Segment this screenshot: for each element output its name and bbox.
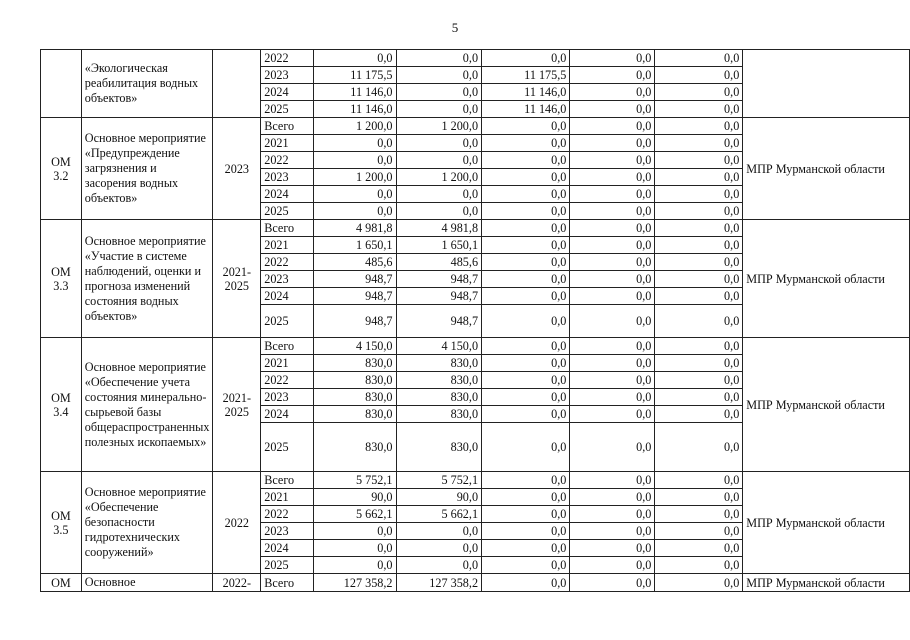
amount-cell: 0,0	[655, 118, 743, 135]
amount-cell: 11 146,0	[482, 84, 570, 101]
amount-cell: 0,0	[655, 152, 743, 169]
amount-cell: 0,0	[482, 118, 570, 135]
year-cell: 2023	[261, 523, 314, 540]
activity-period	[213, 50, 261, 118]
amount-cell: 0,0	[570, 406, 655, 423]
amount-cell: 0,0	[313, 135, 396, 152]
amount-cell: 0,0	[482, 169, 570, 186]
amount-cell: 485,6	[396, 254, 482, 271]
amount-cell: 0,0	[482, 338, 570, 355]
amount-cell: 0,0	[655, 220, 743, 237]
amount-cell: 5 662,1	[396, 506, 482, 523]
amount-cell: 0,0	[655, 254, 743, 271]
amount-cell: 0,0	[570, 423, 655, 472]
activity-period: 2021-2025	[213, 220, 261, 338]
activity-code: ОМ	[41, 574, 82, 592]
funding-table	[40, 49, 910, 592]
amount-cell: 830,0	[396, 355, 482, 372]
amount-cell: 11 175,5	[313, 67, 396, 84]
amount-cell: 0,0	[570, 288, 655, 305]
year-cell: 2021	[261, 237, 314, 254]
amount-cell: 0,0	[396, 101, 482, 118]
year-cell: 2025	[261, 203, 314, 220]
amount-cell: 0,0	[570, 50, 655, 67]
amount-cell: 0,0	[655, 389, 743, 406]
amount-cell: 0,0	[655, 355, 743, 372]
amount-cell: 948,7	[396, 288, 482, 305]
amount-cell: 0,0	[655, 271, 743, 288]
activity-name: Основное мероприятие «Обеспечение безопасности гидротехнических сооружений»	[81, 472, 213, 574]
year-cell: 2022	[261, 254, 314, 271]
amount-cell: 4 981,8	[313, 220, 396, 237]
amount-cell: 0,0	[570, 186, 655, 203]
amount-cell: 4 150,0	[313, 338, 396, 355]
amount-cell: 948,7	[313, 288, 396, 305]
amount-cell: 0,0	[396, 152, 482, 169]
year-cell: 2021	[261, 135, 314, 152]
activity-name: «Экологическая реабилитация водных объектов»	[81, 50, 213, 118]
amount-cell: 0,0	[482, 203, 570, 220]
page-number: 5	[451, 20, 459, 35]
amount-cell: 0,0	[482, 406, 570, 423]
activity-code: ОМ 3.5	[41, 472, 82, 574]
year-cell: Всего	[261, 472, 314, 489]
amount-cell: 0,0	[482, 506, 570, 523]
amount-cell: 830,0	[313, 389, 396, 406]
executor-cell	[743, 50, 910, 118]
amount-cell: 0,0	[482, 305, 570, 338]
amount-cell: 0,0	[396, 557, 482, 574]
amount-cell: 11 146,0	[313, 84, 396, 101]
year-cell: 2023	[261, 67, 314, 84]
year-cell: 2022	[261, 50, 314, 67]
year-cell: 2025	[261, 557, 314, 574]
amount-cell: 0,0	[570, 84, 655, 101]
amount-cell: 0,0	[570, 489, 655, 506]
year-cell: 2022	[261, 372, 314, 389]
executor-cell: МПР Мурманской области	[743, 472, 910, 574]
year-cell: 2023	[261, 389, 314, 406]
amount-cell: 0,0	[313, 186, 396, 203]
amount-cell: 90,0	[396, 489, 482, 506]
amount-cell: 1 650,1	[313, 237, 396, 254]
year-cell: Всего	[261, 220, 314, 237]
amount-cell: 0,0	[655, 540, 743, 557]
amount-cell: 0,0	[655, 305, 743, 338]
activity-name: Основное мероприятие «Обеспечение учета состояния минерально-сырьевой базы общераспространенных полезных ископаемых»	[81, 338, 213, 472]
amount-cell: 0,0	[482, 220, 570, 237]
amount-cell: 1 200,0	[396, 118, 482, 135]
amount-cell: 0,0	[655, 237, 743, 254]
amount-cell: 11 146,0	[313, 101, 396, 118]
amount-cell: 0,0	[396, 203, 482, 220]
year-cell: 2023	[261, 169, 314, 186]
amount-cell: 0,0	[570, 67, 655, 84]
amount-cell: 0,0	[655, 338, 743, 355]
year-cell: 2025	[261, 101, 314, 118]
amount-cell: 830,0	[313, 355, 396, 372]
amount-cell: 0,0	[396, 540, 482, 557]
amount-cell: 0,0	[482, 574, 570, 592]
amount-cell: 830,0	[313, 423, 396, 472]
table-row	[41, 472, 910, 489]
executor-cell: МПР Мурманской области	[743, 338, 910, 472]
activity-code: ОМ 3.4	[41, 338, 82, 472]
amount-cell: 0,0	[570, 220, 655, 237]
amount-cell: 0,0	[655, 472, 743, 489]
amount-cell: 948,7	[313, 271, 396, 288]
year-cell: 2024	[261, 84, 314, 101]
amount-cell: 0,0	[570, 169, 655, 186]
amount-cell: 0,0	[570, 389, 655, 406]
year-cell: 2025	[261, 423, 314, 472]
amount-cell: 0,0	[655, 288, 743, 305]
amount-cell: 127 358,2	[396, 574, 482, 592]
amount-cell: 0,0	[396, 523, 482, 540]
table-row	[41, 574, 910, 592]
amount-cell: 5 752,1	[396, 472, 482, 489]
amount-cell: 0,0	[482, 186, 570, 203]
year-cell: 2023	[261, 271, 314, 288]
amount-cell: 0,0	[655, 50, 743, 67]
amount-cell: 0,0	[655, 372, 743, 389]
amount-cell: 0,0	[570, 305, 655, 338]
amount-cell: 0,0	[313, 203, 396, 220]
activity-name: Основное мероприятие «Предупреждение загрязнения и засорения водных объектов»	[81, 118, 213, 220]
year-cell: Всего	[261, 118, 314, 135]
activity-code: ОМ 3.3	[41, 220, 82, 338]
table-row	[41, 118, 910, 135]
amount-cell: 0,0	[570, 135, 655, 152]
amount-cell: 0,0	[570, 254, 655, 271]
amount-cell: 1 650,1	[396, 237, 482, 254]
amount-cell: 830,0	[396, 389, 482, 406]
amount-cell: 0,0	[570, 152, 655, 169]
amount-cell: 127 358,2	[313, 574, 396, 592]
year-cell: 2022	[261, 152, 314, 169]
amount-cell: 0,0	[655, 67, 743, 84]
year-cell: 2024	[261, 186, 314, 203]
amount-cell: 830,0	[396, 406, 482, 423]
amount-cell: 0,0	[570, 523, 655, 540]
amount-cell: 830,0	[396, 372, 482, 389]
amount-cell: 0,0	[570, 118, 655, 135]
year-cell: 2021	[261, 355, 314, 372]
amount-cell: 0,0	[655, 203, 743, 220]
amount-cell: 5 662,1	[313, 506, 396, 523]
year-cell: Всего	[261, 338, 314, 355]
amount-cell: 0,0	[655, 423, 743, 472]
amount-cell: 0,0	[570, 237, 655, 254]
activity-name: Основное	[81, 574, 213, 592]
amount-cell: 0,0	[570, 472, 655, 489]
amount-cell: 11 146,0	[482, 101, 570, 118]
amount-cell: 0,0	[570, 540, 655, 557]
amount-cell: 0,0	[482, 557, 570, 574]
amount-cell: 948,7	[313, 305, 396, 338]
activity-code: ОМ 3.2	[41, 118, 82, 220]
table-row	[41, 338, 910, 355]
amount-cell: 0,0	[396, 135, 482, 152]
amount-cell: 0,0	[313, 523, 396, 540]
amount-cell: 0,0	[655, 574, 743, 592]
amount-cell: 485,6	[313, 254, 396, 271]
amount-cell: 0,0	[482, 372, 570, 389]
amount-cell: 4 981,8	[396, 220, 482, 237]
amount-cell: 0,0	[482, 489, 570, 506]
activity-period: 2022	[213, 472, 261, 574]
amount-cell: 0,0	[396, 84, 482, 101]
amount-cell: 4 150,0	[396, 338, 482, 355]
year-cell: 2022	[261, 506, 314, 523]
amount-cell: 0,0	[482, 152, 570, 169]
amount-cell: 0,0	[482, 288, 570, 305]
amount-cell: 0,0	[570, 557, 655, 574]
amount-cell: 5 752,1	[313, 472, 396, 489]
amount-cell: 0,0	[655, 506, 743, 523]
amount-cell: 0,0	[482, 472, 570, 489]
amount-cell: 0,0	[482, 50, 570, 67]
amount-cell: 0,0	[482, 135, 570, 152]
amount-cell: 0,0	[570, 355, 655, 372]
amount-cell: 1 200,0	[313, 118, 396, 135]
amount-cell: 948,7	[396, 271, 482, 288]
amount-cell: 0,0	[396, 67, 482, 84]
table-row	[41, 50, 910, 67]
amount-cell: 0,0	[655, 557, 743, 574]
year-cell: 2024	[261, 540, 314, 557]
year-cell: 2024	[261, 406, 314, 423]
activity-name: Основное мероприятие «Участие в системе наблюдений, оценки и прогноза изменений состояния водных объектов»	[81, 220, 213, 338]
amount-cell: 0,0	[482, 540, 570, 557]
amount-cell: 0,0	[655, 135, 743, 152]
amount-cell: 0,0	[570, 506, 655, 523]
amount-cell: 0,0	[396, 186, 482, 203]
amount-cell: 0,0	[570, 271, 655, 288]
amount-cell: 948,7	[396, 305, 482, 338]
amount-cell: 0,0	[570, 574, 655, 592]
activity-code	[41, 50, 82, 118]
amount-cell: 0,0	[655, 84, 743, 101]
year-cell: Всего	[261, 574, 314, 592]
amount-cell: 0,0	[482, 271, 570, 288]
amount-cell: 0,0	[482, 355, 570, 372]
amount-cell: 0,0	[655, 186, 743, 203]
amount-cell: 0,0	[655, 489, 743, 506]
year-cell: 2024	[261, 288, 314, 305]
amount-cell: 0,0	[655, 406, 743, 423]
executor-cell: МПР Мурманской области	[743, 118, 910, 220]
amount-cell: 0,0	[570, 203, 655, 220]
amount-cell: 0,0	[570, 372, 655, 389]
amount-cell: 0,0	[313, 540, 396, 557]
executor-cell: МПР Мурманской области	[743, 574, 910, 592]
amount-cell: 1 200,0	[396, 169, 482, 186]
year-cell: 2025	[261, 305, 314, 338]
amount-cell: 0,0	[655, 523, 743, 540]
amount-cell: 0,0	[655, 169, 743, 186]
amount-cell: 0,0	[570, 338, 655, 355]
table-row	[41, 220, 910, 237]
amount-cell: 0,0	[313, 50, 396, 67]
activity-period: 2023	[213, 118, 261, 220]
amount-cell: 1 200,0	[313, 169, 396, 186]
amount-cell: 0,0	[482, 523, 570, 540]
amount-cell: 0,0	[482, 423, 570, 472]
year-cell: 2021	[261, 489, 314, 506]
amount-cell: 830,0	[313, 406, 396, 423]
amount-cell: 0,0	[570, 101, 655, 118]
executor-cell: МПР Мурманской области	[743, 220, 910, 338]
amount-cell: 830,0	[396, 423, 482, 472]
amount-cell: 11 175,5	[482, 67, 570, 84]
amount-cell: 0,0	[313, 152, 396, 169]
amount-cell: 0,0	[482, 254, 570, 271]
amount-cell: 0,0	[655, 101, 743, 118]
amount-cell: 0,0	[482, 237, 570, 254]
amount-cell: 830,0	[313, 372, 396, 389]
activity-period: 2021-2025	[213, 338, 261, 472]
amount-cell: 0,0	[482, 389, 570, 406]
amount-cell: 0,0	[313, 557, 396, 574]
amount-cell: 0,0	[396, 50, 482, 67]
amount-cell: 90,0	[313, 489, 396, 506]
activity-period: 2022-	[213, 574, 261, 592]
